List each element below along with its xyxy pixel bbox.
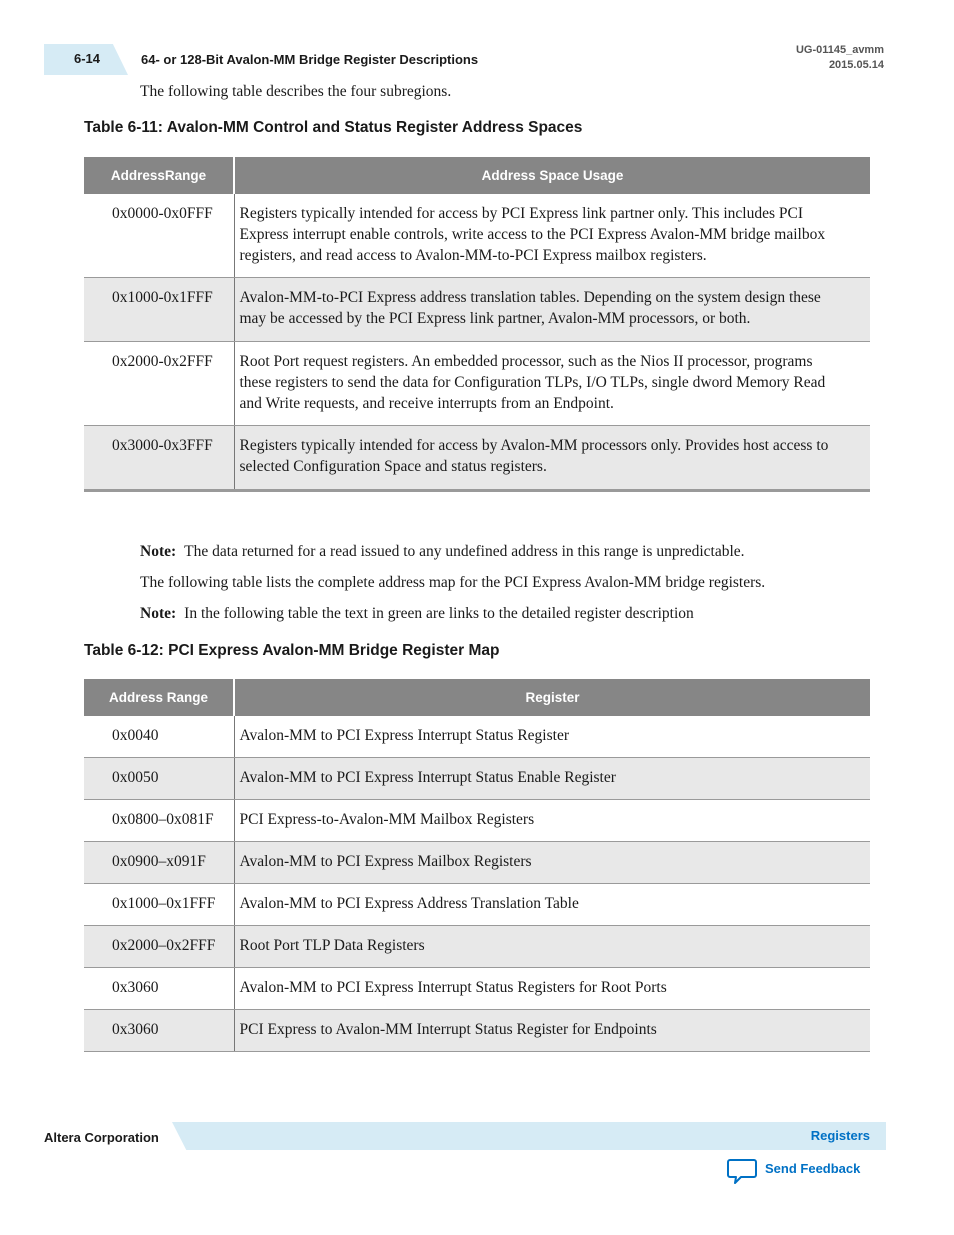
table-row: [84, 1010, 870, 1052]
table2-caption: Table 6-12: PCI Express Avalon-MM Bridge Register Map: [84, 642, 500, 659]
usage-cell: Registers typically intended for access by Avalon-MM processors only. Provides host access to selected Configuration Space and status registers.: [234, 426, 870, 491]
address-cell: 0x0000-0x0FFF: [84, 194, 234, 278]
header-title: 64- or 128-Bit Avalon-MM Bridge Register Descriptions: [141, 52, 479, 67]
table-row: [84, 716, 870, 758]
register-cell: Root Port TLP Data Registers: [234, 926, 870, 968]
register-cell: Avalon-MM to PCI Express Address Translation Table: [234, 884, 870, 926]
intro-paragraph: The following table describes the four subregions.: [140, 83, 452, 100]
table-row: [84, 968, 870, 1010]
registers-link[interactable]: Registers: [810, 1128, 870, 1143]
register-cell: Avalon-MM to PCI Express Interrupt Status Enable Register: [234, 758, 870, 800]
table-row: [84, 426, 870, 491]
address-cell: 0x0900–x091F: [84, 842, 234, 884]
note-label: Note:: [140, 543, 177, 560]
address-cell: 0x3060: [84, 1010, 234, 1052]
doc-info: [796, 43, 884, 73]
address-cell: 0x2000-0x2FFF: [84, 341, 234, 425]
table1-header-usage: Address Space Usage: [234, 157, 870, 194]
doc-id: UG-01145_avmm: [795, 44, 884, 56]
doc-date: 2015.05.14: [828, 59, 884, 71]
address-cell: 0x0050: [84, 758, 234, 800]
speech-bubble-icon[interactable]: [727, 1158, 757, 1186]
table-row: [84, 278, 870, 342]
note-green-links: [140, 605, 694, 623]
footer-band: [172, 1122, 886, 1150]
table-row: [84, 926, 870, 968]
table-row: [84, 758, 870, 800]
section-number: 6-14: [74, 51, 101, 66]
note-text: The data returned for a read issued to any undefined address in this range is unpredictable.: [184, 543, 745, 560]
table-row: [84, 800, 870, 842]
usage-cell: Registers typically intended for access by PCI Express link partner only. This includes PCI Express interrupt enable controls, write access to the PCI Express Avalon-MM bridge mailbox registers, and read access to Avalon-MM-to-PCI Express mailbox registers.: [234, 194, 870, 278]
address-spaces-table: [84, 157, 870, 492]
footer-company: Altera Corporation: [44, 1130, 159, 1145]
address-cell: 0x3060: [84, 968, 234, 1010]
address-map-paragraph: The following table lists the complete address map for the PCI Express Avalon-MM bridge registers.: [140, 574, 766, 591]
address-cell: 0x1000–0x1FFF: [84, 884, 234, 926]
usage-cell: Root Port request registers. An embedded processor, such as the Nios II processor, programs these registers to send the data for Configuration TLPs, I/O TLPs, single dword Memory Read and Write requests, and receive interrupts from an Endpoint.: [234, 341, 870, 425]
register-cell: Avalon-MM to PCI Express Interrupt Status Register: [234, 716, 870, 758]
address-cell: 0x0040: [84, 716, 234, 758]
usage-cell: Avalon-MM-to-PCI Express address translation tables. Depending on the system design these may be accessed by the PCI Express link partner, Avalon-MM processors, or both.: [234, 278, 870, 342]
table-row: [84, 842, 870, 884]
table-row: [84, 884, 870, 926]
table-row: [84, 341, 870, 425]
note-undefined-address: [140, 543, 745, 561]
register-cell: Avalon-MM to PCI Express Mailbox Registers: [234, 842, 870, 884]
table-row: [84, 194, 870, 278]
address-cell: 0x3000-0x3FFF: [84, 426, 234, 491]
table2-header-address: Address Range: [84, 679, 234, 716]
note-label: Note:: [140, 605, 177, 622]
address-cell: 0x1000-0x1FFF: [84, 278, 234, 342]
table2-header-register: Register: [234, 679, 870, 716]
address-cell: 0x2000–0x2FFF: [84, 926, 234, 968]
register-cell: PCI Express to Avalon-MM Interrupt Status Register for Endpoints: [234, 1010, 870, 1052]
send-feedback-link[interactable]: Send Feedback: [765, 1161, 861, 1176]
table1-caption: Table 6-11: Avalon-MM Control and Status Register Address Spaces: [84, 119, 583, 136]
note-text: In the following table the text in green are links to the detailed register description: [184, 605, 694, 622]
address-cell: 0x0800–0x081F: [84, 800, 234, 842]
table1-header-address: AddressRange: [84, 157, 234, 194]
register-cell: Avalon-MM to PCI Express Interrupt Status Registers for Root Ports: [234, 968, 870, 1010]
register-cell: PCI Express-to-Avalon-MM Mailbox Registers: [234, 800, 870, 842]
register-map-table: [84, 679, 870, 1052]
